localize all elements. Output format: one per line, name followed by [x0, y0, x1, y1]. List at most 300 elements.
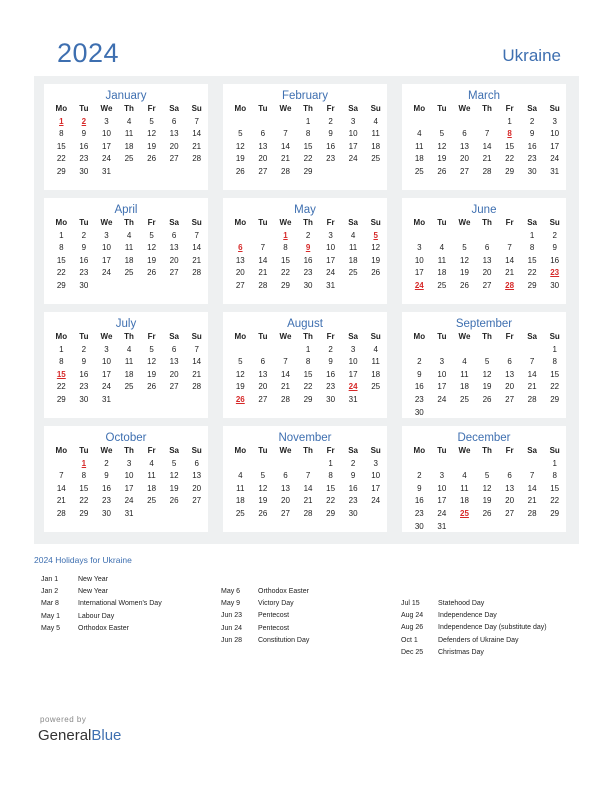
- weekday-header: Fr: [326, 104, 335, 113]
- day-cell: 15: [281, 255, 290, 265]
- day-cell: 4: [439, 243, 445, 253]
- empty-day-cell: [431, 230, 454, 243]
- day-cell: 27: [169, 268, 179, 278]
- day-cell: 30: [550, 280, 560, 290]
- empty-day-cell: [431, 116, 454, 129]
- weekday-header: Sa: [348, 446, 358, 455]
- empty-day-cell: [118, 280, 141, 293]
- day-cell: 2: [328, 116, 333, 126]
- day-cell: 13: [505, 369, 515, 379]
- day-cell: 19: [482, 496, 492, 506]
- holiday-column-2: [221, 586, 309, 647]
- empty-day-cell: [364, 508, 387, 521]
- day-cell: 29: [56, 166, 66, 176]
- empty-day-cell: [498, 230, 521, 243]
- holiday-row: [41, 586, 162, 598]
- weekday-header: Th: [303, 446, 313, 455]
- day-cell: 11: [437, 255, 447, 265]
- weekday-header: We: [458, 332, 471, 341]
- country-title: Ukraine: [502, 46, 561, 65]
- holiday-row: [41, 611, 162, 623]
- day-cell: 14: [258, 255, 268, 265]
- day-cell: 4: [350, 230, 356, 240]
- empty-day-cell: [521, 521, 544, 534]
- day-cell: 30: [79, 394, 89, 404]
- weekday-header: Fr: [505, 218, 514, 227]
- holiday-row: [401, 598, 547, 610]
- holiday-row: [41, 623, 162, 635]
- empty-day-cell: [297, 458, 320, 471]
- day-cell: 9: [81, 357, 87, 367]
- day-cell: 16: [527, 141, 537, 151]
- holiday-day-cell: 24: [348, 382, 358, 392]
- month-april: [44, 198, 208, 304]
- weekday-header: Su: [549, 446, 560, 455]
- day-cell: 11: [415, 141, 424, 151]
- empty-day-cell: [163, 508, 186, 521]
- day-cell: 5: [149, 344, 154, 354]
- empty-day-cell: [498, 407, 521, 420]
- day-cell: 5: [238, 129, 243, 139]
- day-cell: 26: [371, 268, 381, 278]
- day-cell: 8: [59, 129, 64, 139]
- month-february: [223, 84, 387, 190]
- day-cell: 17: [124, 483, 134, 493]
- weekday-header: Tu: [79, 446, 89, 455]
- day-cell: 25: [124, 382, 134, 392]
- day-cell: 1: [552, 344, 557, 354]
- day-cell: 30: [326, 394, 336, 404]
- day-cell: 31: [550, 166, 560, 176]
- holiday-name: Independence Day: [438, 612, 497, 620]
- weekday-header: Fr: [147, 332, 156, 341]
- day-cell: 25: [348, 268, 358, 278]
- weekday-header: Th: [482, 104, 492, 113]
- day-cell: 7: [305, 471, 311, 481]
- day-cell: 19: [258, 496, 268, 506]
- day-cell: 18: [371, 141, 381, 151]
- day-cell: 7: [283, 129, 288, 139]
- day-cell: 2: [104, 458, 109, 468]
- holiday-day-cell: 1: [59, 116, 64, 126]
- day-cell: 14: [281, 369, 290, 379]
- day-cell: 11: [460, 483, 469, 493]
- day-cell: 24: [326, 268, 336, 278]
- month-january: [44, 84, 208, 190]
- day-cell: 26: [482, 508, 492, 518]
- holiday-column-3: [401, 598, 547, 659]
- weekday-header: Su: [549, 218, 560, 227]
- holiday-day-cell: 25: [460, 508, 469, 518]
- day-cell: 25: [437, 280, 447, 290]
- day-cell: 7: [260, 243, 266, 253]
- day-cell: 16: [79, 369, 89, 379]
- weekday-header: Mo: [234, 446, 247, 455]
- day-cell: 28: [527, 394, 537, 404]
- holidays-heading: 2024 Holidays for Ukraine: [34, 555, 132, 565]
- year-title: 2024: [57, 38, 120, 68]
- day-cell: 17: [437, 382, 447, 392]
- day-cell: 10: [102, 357, 111, 367]
- weekday-header: Tu: [437, 218, 447, 227]
- day-cell: 18: [124, 141, 134, 151]
- empty-day-cell: [364, 394, 387, 407]
- weekday-header: Th: [124, 104, 134, 113]
- day-cell: 11: [124, 243, 134, 253]
- month-december: [402, 426, 566, 532]
- empty-day-cell: [476, 458, 499, 471]
- day-cell: 20: [192, 483, 202, 493]
- day-cell: 29: [527, 280, 537, 290]
- empty-day-cell: [342, 166, 365, 179]
- day-cell: 23: [79, 154, 89, 164]
- day-cell: 24: [102, 268, 111, 278]
- weekday-header: Su: [370, 446, 381, 455]
- day-cell: 4: [126, 230, 132, 240]
- holiday-name: International Women's Day: [78, 600, 162, 608]
- weekday-header: Sa: [527, 218, 537, 227]
- day-cell: 23: [79, 382, 89, 392]
- day-cell: 14: [281, 141, 290, 151]
- day-cell: 15: [56, 141, 66, 151]
- day-cell: 1: [529, 230, 535, 240]
- day-cell: 22: [505, 154, 515, 164]
- day-cell: 10: [124, 471, 134, 481]
- day-cell: 16: [414, 382, 424, 392]
- month-name: March: [468, 90, 500, 102]
- day-cell: 15: [303, 369, 313, 379]
- day-cell: 23: [326, 154, 336, 164]
- day-cell: 22: [303, 154, 313, 164]
- day-cell: 23: [527, 154, 537, 164]
- day-cell: 4: [126, 116, 132, 126]
- holiday-day-cell: 5: [373, 230, 378, 240]
- weekday-header: Su: [370, 104, 381, 113]
- month-name: July: [115, 318, 137, 330]
- day-cell: 11: [460, 369, 469, 379]
- day-cell: 8: [529, 243, 535, 253]
- day-cell: 28: [258, 280, 268, 290]
- day-cell: 28: [527, 508, 537, 518]
- day-cell: 27: [192, 496, 202, 506]
- day-cell: 3: [439, 357, 445, 367]
- day-cell: 20: [169, 141, 179, 151]
- day-cell: 29: [79, 508, 89, 518]
- weekday-header: Su: [191, 104, 202, 113]
- day-cell: 12: [482, 483, 492, 493]
- day-cell: 7: [59, 471, 64, 481]
- day-cell: 3: [104, 230, 109, 240]
- weekday-header: Su: [370, 332, 381, 341]
- day-cell: 25: [124, 154, 134, 164]
- weekday-header: Th: [303, 104, 313, 113]
- day-cell: 31: [102, 394, 111, 404]
- holiday-name: Independence Day (substitute day): [438, 624, 547, 632]
- day-cell: 9: [104, 471, 109, 481]
- empty-day-cell: [476, 407, 499, 420]
- day-cell: 3: [350, 116, 356, 126]
- day-cell: 10: [437, 483, 447, 493]
- holiday-date: Dec 25: [401, 648, 424, 656]
- holiday-day-cell: 23: [550, 268, 560, 278]
- day-cell: 1: [59, 230, 64, 240]
- day-cell: 31: [437, 521, 447, 531]
- empty-day-cell: [453, 116, 476, 129]
- generalblue-logo: [38, 727, 121, 744]
- day-cell: 26: [258, 508, 268, 518]
- month-name: November: [278, 432, 332, 444]
- day-cell: 2: [305, 230, 311, 240]
- day-cell: 14: [482, 141, 492, 151]
- day-cell: 7: [194, 116, 199, 126]
- day-cell: 4: [462, 357, 467, 367]
- holiday-row: [221, 586, 309, 598]
- day-cell: 17: [414, 268, 424, 278]
- month-name: February: [281, 90, 329, 102]
- day-cell: 22: [303, 382, 313, 392]
- empty-day-cell: [274, 458, 297, 471]
- weekday-header: We: [279, 332, 292, 341]
- day-cell: 20: [281, 496, 290, 506]
- month-name: January: [105, 90, 147, 102]
- holiday-day-cell: 15: [56, 369, 66, 379]
- weekday-header: Tu: [437, 446, 447, 455]
- day-cell: 25: [460, 394, 469, 404]
- day-cell: 13: [169, 357, 179, 367]
- day-cell: 12: [482, 369, 492, 379]
- day-cell: 8: [552, 471, 557, 481]
- day-cell: 20: [482, 268, 492, 278]
- day-cell: 12: [437, 141, 447, 151]
- day-cell: 10: [348, 357, 358, 367]
- empty-day-cell: [498, 344, 521, 357]
- weekday-header: Tu: [258, 104, 268, 113]
- day-cell: 26: [437, 166, 447, 176]
- day-cell: 21: [192, 255, 202, 265]
- empty-day-cell: [476, 230, 499, 243]
- weekday-header: Th: [124, 332, 134, 341]
- day-cell: 22: [56, 268, 66, 278]
- day-cell: 13: [169, 129, 179, 139]
- day-cell: 5: [484, 471, 490, 481]
- day-cell: 25: [124, 268, 134, 278]
- day-cell: 10: [550, 129, 560, 139]
- day-cell: 24: [124, 496, 134, 506]
- day-cell: 20: [169, 369, 179, 379]
- day-cell: 27: [169, 154, 179, 164]
- empty-day-cell: [95, 280, 118, 293]
- day-cell: 28: [56, 508, 66, 518]
- day-cell: 21: [281, 154, 290, 164]
- day-cell: 12: [147, 357, 157, 367]
- holiday-date: Jun 23: [221, 612, 243, 620]
- holiday-column-1: [41, 574, 162, 635]
- day-cell: 21: [281, 382, 290, 392]
- empty-day-cell: [431, 344, 454, 357]
- holiday-date: Mar 8: [41, 600, 59, 608]
- weekday-header: Fr: [147, 218, 156, 227]
- day-cell: 8: [81, 471, 87, 481]
- day-cell: 20: [169, 255, 179, 265]
- day-cell: 10: [348, 129, 358, 139]
- day-cell: 30: [414, 407, 424, 417]
- day-cell: 4: [238, 471, 243, 481]
- day-cell: 7: [529, 471, 535, 481]
- day-cell: 20: [505, 496, 515, 506]
- weekday-header: Th: [482, 446, 492, 455]
- day-cell: 5: [149, 116, 154, 126]
- powered-by-text: powered by: [40, 715, 87, 724]
- day-cell: 10: [102, 243, 111, 253]
- weekday-header: Sa: [527, 332, 537, 341]
- day-cell: 18: [124, 369, 134, 379]
- day-cell: 19: [147, 369, 157, 379]
- day-cell: 2: [417, 357, 422, 367]
- weekday-header: We: [279, 446, 292, 455]
- day-cell: 7: [283, 357, 288, 367]
- month-august: [223, 312, 387, 418]
- day-cell: 9: [81, 129, 87, 139]
- weekday-header: Tu: [79, 104, 89, 113]
- empty-day-cell: [163, 280, 186, 293]
- day-cell: 13: [235, 255, 245, 265]
- day-cell: 16: [348, 483, 358, 493]
- empty-day-cell: [185, 280, 208, 293]
- day-cell: 1: [552, 458, 557, 468]
- weekday-header: Th: [124, 446, 134, 455]
- empty-day-cell: [274, 116, 297, 129]
- logo-text-blue: Blue: [91, 727, 122, 744]
- empty-day-cell: [364, 280, 387, 293]
- day-cell: 3: [417, 243, 422, 253]
- day-cell: 4: [373, 344, 378, 354]
- empty-day-cell: [431, 458, 454, 471]
- holiday-date: Oct 1: [401, 636, 418, 644]
- weekday-header: Tu: [258, 332, 268, 341]
- day-cell: 22: [326, 496, 336, 506]
- day-cell: 29: [550, 508, 560, 518]
- day-cell: 22: [550, 496, 560, 506]
- holiday-name: Orthodox Easter: [78, 624, 129, 632]
- holiday-date: Aug 24: [401, 612, 424, 620]
- day-cell: 19: [482, 382, 492, 392]
- empty-day-cell: [342, 280, 365, 293]
- day-cell: 8: [305, 129, 311, 139]
- weekday-header: Fr: [326, 446, 335, 455]
- holiday-date: Jun 28: [221, 636, 243, 644]
- weekday-header: Mo: [234, 218, 247, 227]
- empty-day-cell: [476, 344, 499, 357]
- day-cell: 19: [235, 154, 245, 164]
- empty-day-cell: [50, 458, 73, 471]
- weekday-header: Mo: [55, 104, 68, 113]
- day-cell: 10: [414, 255, 424, 265]
- day-cell: 2: [350, 458, 356, 468]
- day-cell: 19: [437, 154, 447, 164]
- day-cell: 7: [507, 243, 512, 253]
- day-cell: 3: [373, 458, 378, 468]
- weekday-header: Sa: [169, 104, 179, 113]
- empty-day-cell: [185, 508, 208, 521]
- day-cell: 16: [326, 369, 336, 379]
- day-cell: 22: [281, 268, 290, 278]
- day-cell: 28: [303, 508, 313, 518]
- day-cell: 16: [303, 255, 313, 265]
- weekday-header: We: [100, 446, 113, 455]
- empty-day-cell: [408, 230, 431, 243]
- month-march: [402, 84, 566, 190]
- day-cell: 3: [328, 230, 333, 240]
- day-cell: 14: [527, 483, 537, 493]
- day-cell: 23: [303, 268, 313, 278]
- holiday-name: Pentecost: [258, 612, 290, 620]
- month-name: December: [457, 432, 511, 444]
- day-cell: 18: [371, 369, 381, 379]
- day-cell: 17: [102, 369, 111, 379]
- day-cell: 15: [527, 255, 537, 265]
- day-cell: 14: [527, 369, 537, 379]
- day-cell: 13: [169, 243, 179, 253]
- holiday-row: [401, 635, 547, 647]
- empty-day-cell: [453, 407, 476, 420]
- weekday-header: Sa: [527, 104, 537, 113]
- holiday-name: New Year: [78, 588, 108, 596]
- day-cell: 12: [235, 141, 245, 151]
- empty-day-cell: [521, 344, 544, 357]
- holiday-row: [401, 622, 547, 634]
- day-cell: 14: [56, 483, 66, 493]
- holiday-day-cell: 9: [305, 243, 311, 253]
- weekday-header: Fr: [147, 446, 156, 455]
- day-cell: 26: [235, 166, 245, 176]
- weekday-header: We: [279, 104, 292, 113]
- holiday-name: Labour Day: [78, 612, 115, 620]
- day-cell: 3: [552, 116, 557, 126]
- empty-day-cell: [364, 166, 387, 179]
- day-cell: 19: [460, 268, 469, 278]
- empty-day-cell: [543, 407, 566, 420]
- day-cell: 27: [258, 166, 268, 176]
- empty-day-cell: [274, 344, 297, 357]
- day-cell: 11: [147, 471, 156, 481]
- empty-day-cell: [252, 116, 275, 129]
- day-cell: 16: [102, 483, 111, 493]
- day-cell: 20: [505, 382, 515, 392]
- day-cell: 27: [258, 394, 268, 404]
- empty-day-cell: [185, 394, 208, 407]
- day-cell: 2: [328, 344, 333, 354]
- holiday-row: [41, 598, 162, 610]
- empty-day-cell: [140, 394, 163, 407]
- weekday-header: Su: [370, 218, 381, 227]
- day-cell: 31: [326, 280, 336, 290]
- holiday-day-cell: 24: [414, 280, 424, 290]
- day-cell: 18: [414, 154, 424, 164]
- day-cell: 13: [482, 255, 492, 265]
- day-cell: 28: [192, 154, 202, 164]
- day-cell: 12: [147, 129, 157, 139]
- day-cell: 6: [171, 344, 177, 354]
- day-cell: 24: [437, 508, 447, 518]
- day-cell: 30: [79, 166, 89, 176]
- day-cell: 30: [303, 280, 313, 290]
- day-cell: 13: [258, 369, 268, 379]
- weekday-header: Tu: [437, 332, 447, 341]
- day-cell: 25: [414, 166, 424, 176]
- day-cell: 21: [527, 382, 537, 392]
- day-cell: 21: [505, 268, 515, 278]
- day-cell: 8: [552, 357, 557, 367]
